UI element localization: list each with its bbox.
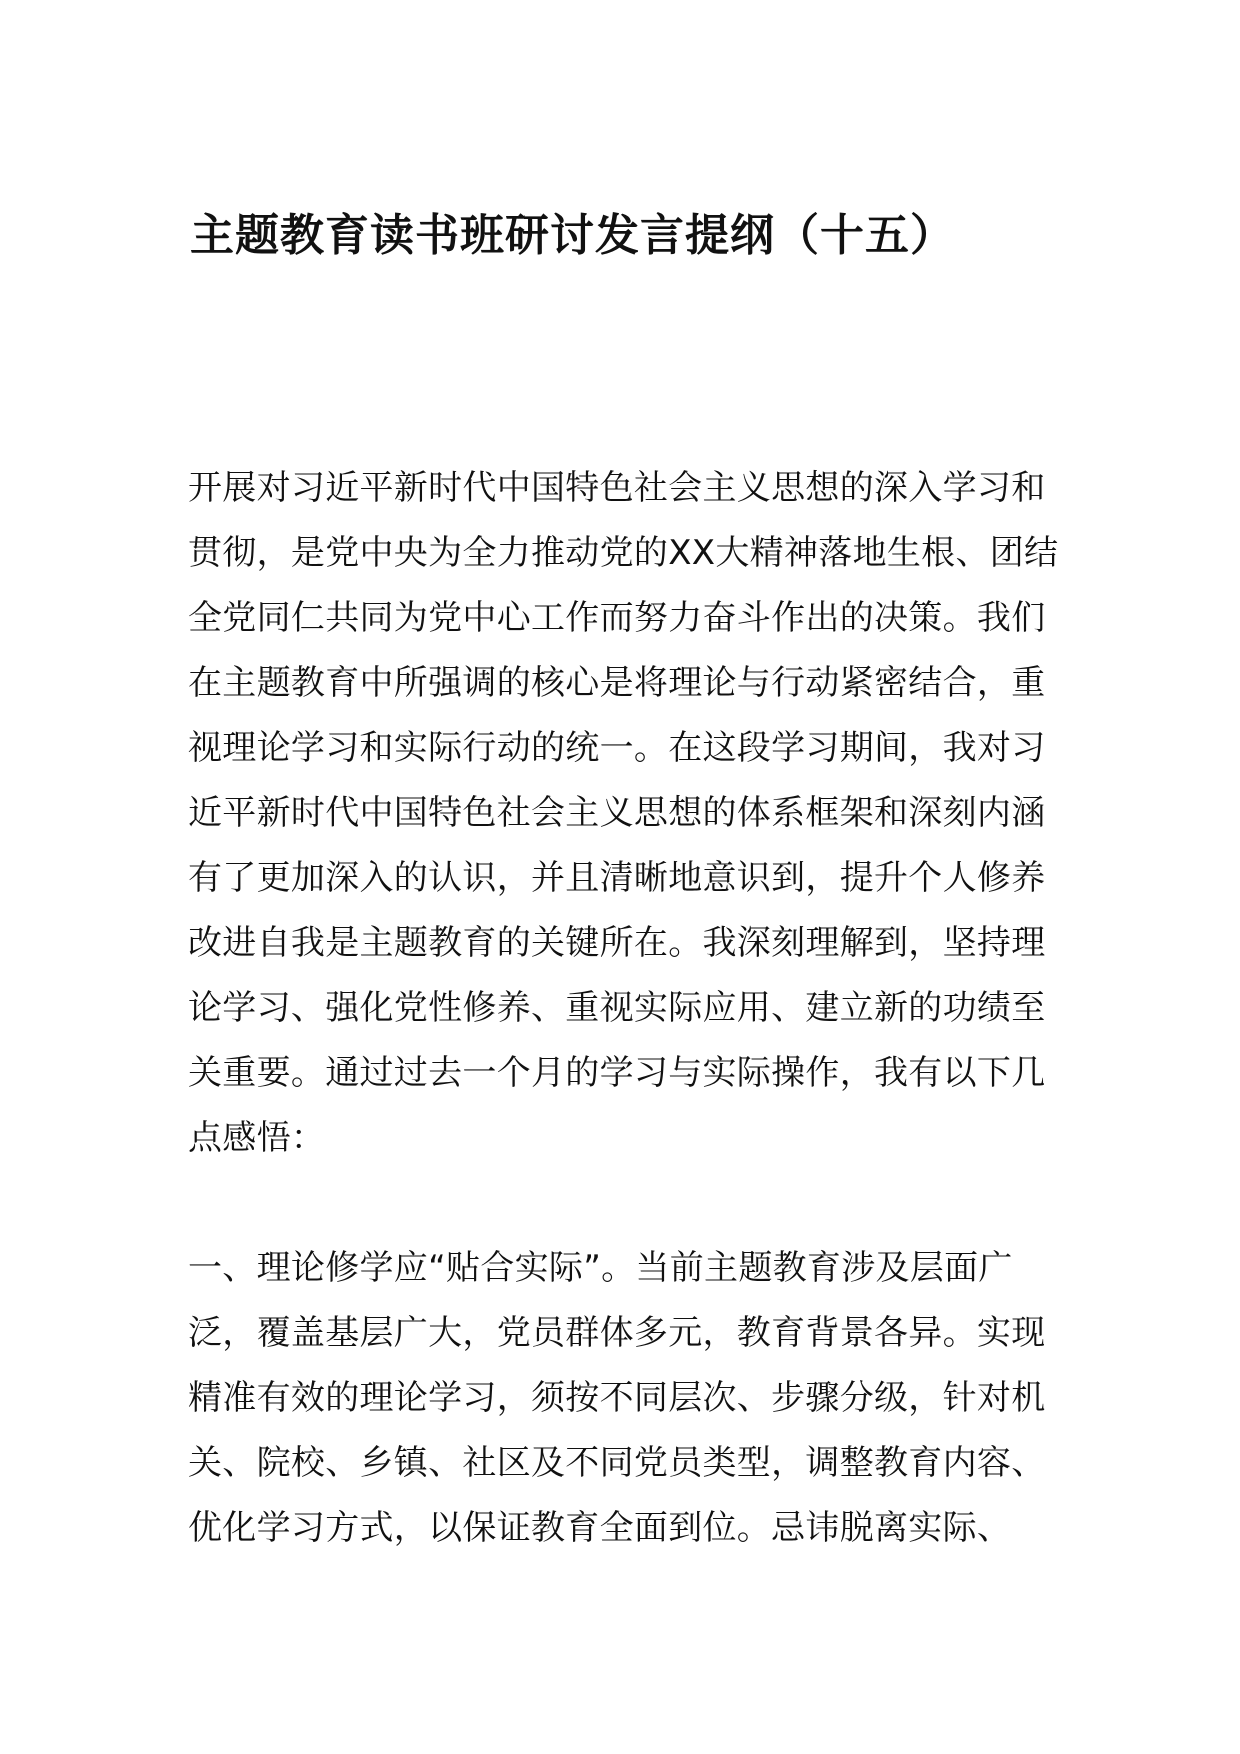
paragraph-spacer <box>188 1171 1068 1236</box>
paragraph-line: 全党同仁共同为党中心工作而努力奋斗作出的决策。我们 <box>188 598 1046 638</box>
document-title: 主题教育读书班研讨发言提纲（十五） <box>190 210 955 261</box>
paragraph-line: 论学习、强化党性修养、重视实际应用、建立新的功绩至 <box>188 988 1046 1028</box>
paragraph-line: 优化学习方式，以保证教育全面到位。忌讳脱离实际、 <box>188 1508 1012 1548</box>
paragraph-line: 在主题教育中所强调的核心是将理论与行动紧密结合，重 <box>188 663 1046 703</box>
paragraph-line: 一、理论修学应“贴合实际”。当前主题教育涉及层面广 <box>188 1248 1013 1288</box>
paragraph-line: 精准有效的理论学习，须按不同层次、步骤分级，针对机 <box>188 1378 1046 1418</box>
document-body <box>188 456 1068 1561</box>
paragraph-line: 贯彻，是党中央为全力推动党的XX大精神落地生根、团结 <box>188 533 1059 573</box>
paragraph-line: 视理论学习和实际行动的统一。在这段学习期间，我对习 <box>188 728 1046 768</box>
paragraph-line: 近平新时代中国特色社会主义思想的体系框架和深刻内涵 <box>188 793 1046 833</box>
paragraph-line: 泛，覆盖基层广大，党员群体多元，教育背景各异。实现 <box>188 1313 1046 1353</box>
paragraph-line: 关重要。通过过去一个月的学习与实际操作，我有以下几 <box>188 1053 1046 1093</box>
paragraph-line: 有了更加深入的认识，并且清晰地意识到，提升个人修养 <box>188 858 1046 898</box>
paragraph-line: 开展对习近平新时代中国特色社会主义思想的深入学习和 <box>188 468 1046 508</box>
paragraph-line: 改进自我是主题教育的关键所在。我深刻理解到，坚持理 <box>188 923 1046 963</box>
paragraph-line: 关、院校、乡镇、社区及不同党员类型，调整教育内容、 <box>188 1443 1046 1483</box>
paragraph-line: 点感悟： <box>188 1118 326 1158</box>
